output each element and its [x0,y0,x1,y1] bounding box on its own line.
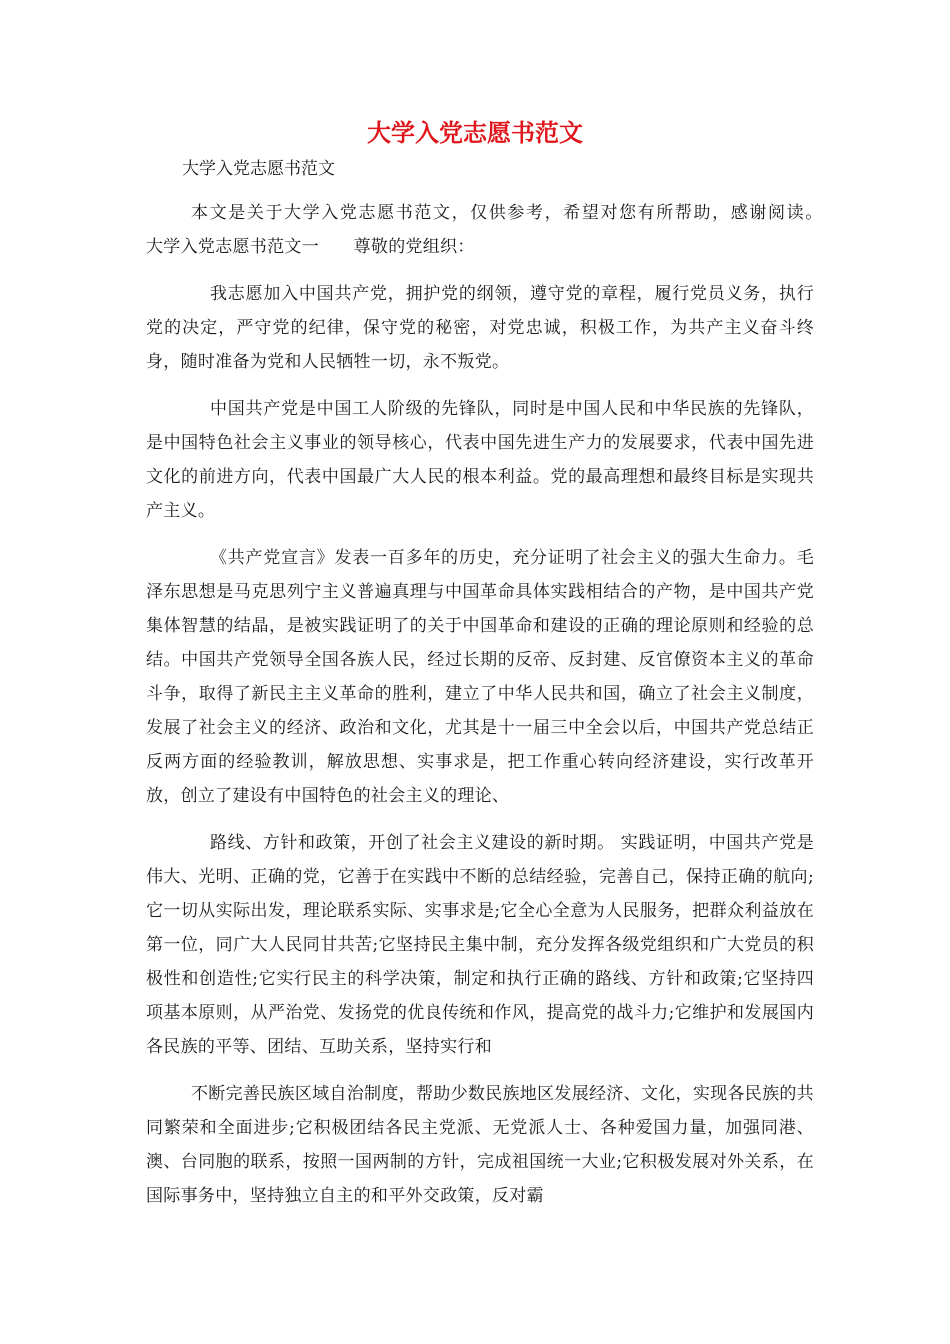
document-body [146,196,849,1226]
document-subtitle: 大学入党志愿书范文 [182,159,335,179]
paragraph: 不断完善民族区域自治制度，帮助少数民族地区发展经济、文化，实现各民族的共同繁荣和全面进步;它积极团结各民主党派、无党派人士、各种爱国力量，加强同港、澳、台同胞的联系，按照一国两制的方针，完成祖国统一大业;它积极发展对外关系，在国际事务中，坚持独立自主的和平外交政策，反对霸 [146,1084,814,1206]
paragraph: 路线、方针和政策，开创了社会主义建设的新时期。 实践证明，中国共产党是伟大、光明、正确的党，它善于在实践中不断的总结经验，完善自己，保持正确的航向;它一切从实际出发，理论联系实际、实事求是;它全心全意为人民服务，把群众利益放在第一位，同广大人民同甘共苦;它坚持民主集中制，充分发挥各级党组织和广大党员的积极性和创造性;它实行民主的科学决策，制定和执行正确的路线、方针和政策;它坚持四项基本原则，从严治党、发扬党的优良传统和作风，提高党的战斗力;它维护和发展国内各民族的平等、团结、互助关系，坚持实行和 [146,833,814,1057]
document-title: 大学入党志愿书范文 [367,119,583,147]
paragraph: 我志愿加入中国共产党，拥护党的纲领，遵守党的章程，履行党员义务，执行党的决定，严守党的纪律，保守党的秘密，对党忠诚，积极工作，为共产主义奋斗终身，随时准备为党和人民牺牲一切，永不叛党。 [146,284,814,372]
paragraph: 中国共产党是中国工人阶级的先锋队，同时是中国人民和中华民族的先锋队，是中国特色社会主义事业的领导核心，代表中国先进生产力的发展要求，代表中国先进文化的前进方向，代表中国最广大人民的根本利益。党的最高理想和最终目标是实现共产主义。 [146,399,814,521]
paragraph-intro: 本文是关于大学入党志愿书范文，仅供参考，希望对您有所帮助，感谢阅读。 大学入党志愿书范文一 尊敬的党组织： [146,203,849,257]
paragraph: 《共产党宣言》发表一百多年的历史，充分证明了社会主义的强大生命力。毛泽东思想是马克思列宁主义普遍真理与中国革命具体实践相结合的产物，是中国共产党集体智慧的结晶，是被实践证明了的关于中国革命和建设的正确的理论原则和经验的总结。中国共产党领导全国各族人民，经过长期的反帝、反封建、反官僚资本主义的革命斗争，取得了新民主主义革命的胜利，建立了中华人民共和国，确立了社会主义制度，发展了社会主义的经济、政治和文化，尤其是十一届三中全会以后，中国共产党总结正反两方面的经验教训，解放思想、实事求是，把工作重心转向经济建设，实行改革开放，创立了建设有中国特色的社会主义的理论、 [146,548,814,806]
